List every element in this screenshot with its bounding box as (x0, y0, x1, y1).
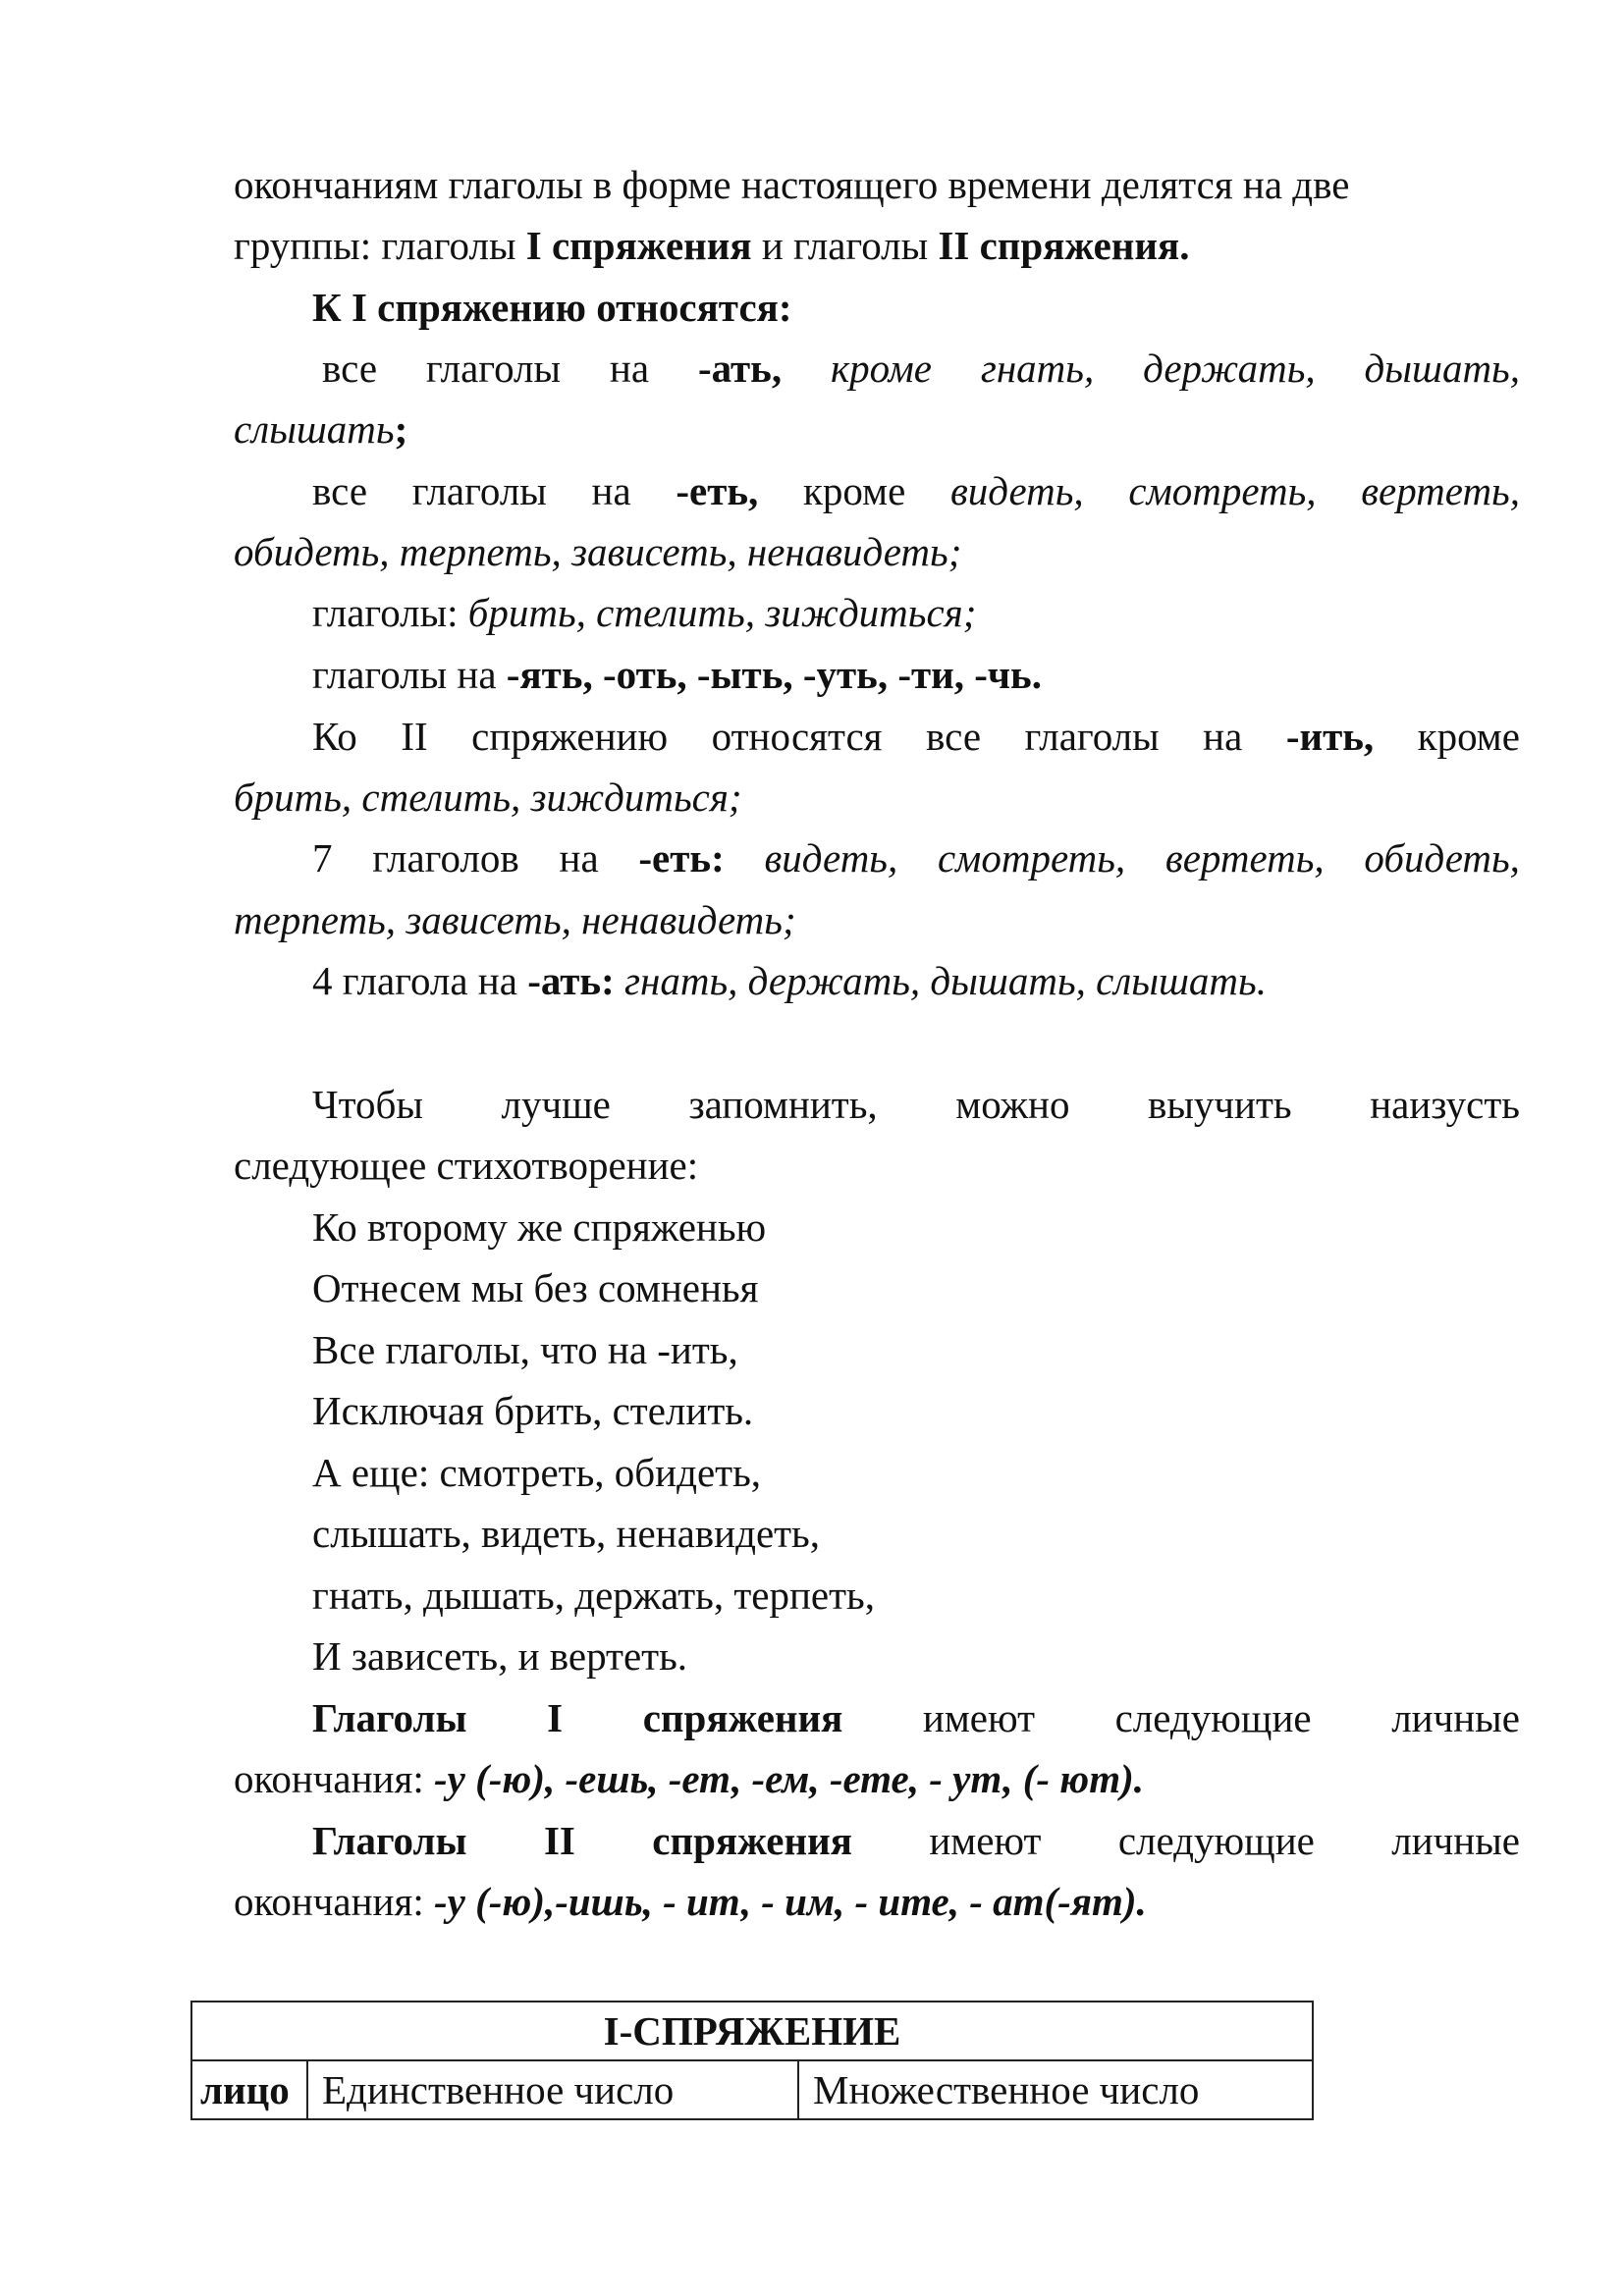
word: глаголов (372, 835, 519, 881)
word: все (312, 468, 368, 513)
word: Чтобы (312, 1082, 423, 1127)
column-header-singular: Единственное число (307, 2060, 798, 2119)
poem-intro-cont: следующее стихотворение: (234, 1143, 699, 1188)
word: Глаголы (312, 1695, 467, 1740)
column-header-face: лицо (191, 2060, 307, 2119)
poem-line: гнать, дышать, держать, терпеть, (312, 1573, 875, 1618)
poem-intro-line (312, 1080, 1520, 1129)
endings-list: -у (-ю),-ишь, - ит, - им, - ите, - ат(-ят). (433, 1879, 1147, 1924)
word: на (591, 468, 631, 513)
intro-text: окончаниям глаголы в форме настоящего времени делятся на две (234, 162, 1350, 207)
poem-line: Ко второму же спряженью (312, 1204, 767, 1250)
exception-word: вертеть, (1164, 835, 1325, 881)
poem-line: Отнесем мы без сомненья (312, 1265, 759, 1310)
word: глаголы (411, 468, 547, 513)
word: I (547, 1695, 564, 1740)
intro-line-2 (234, 221, 1520, 270)
exception-word: видеть, (764, 835, 898, 881)
poem-line: И зависеть, и вертеть. (312, 1633, 688, 1679)
intro-text: и глаголы (751, 223, 939, 268)
exception-word: смотреть, (937, 835, 1126, 881)
word: наизусть (1370, 1082, 1520, 1127)
exception-word: вертеть, (1361, 468, 1520, 513)
word: Ко (312, 714, 357, 759)
ending: -ать, (697, 346, 783, 391)
rule-1-line (322, 344, 1520, 393)
word: кроме (1417, 714, 1520, 759)
second-rule-2-line (312, 833, 1520, 882)
first-conjugation-heading: К I спряжению относятся: (312, 285, 792, 330)
word: личные (1391, 1818, 1520, 1863)
second-rule-2-cont: терпеть, зависеть, ненавидеть; (234, 897, 796, 942)
ending: -ать: (527, 958, 615, 1003)
word: имеют (922, 1695, 1036, 1740)
ending: -ить, (1285, 714, 1375, 759)
word: на (1203, 714, 1243, 759)
exception-word: гнать, (980, 346, 1095, 391)
poem-line: Все глаголы, что на -ить, (312, 1327, 738, 1372)
rule-2-cont: обидеть, терпеть, зависеть, ненавидеть; (234, 529, 962, 574)
word: глаголы (425, 346, 562, 391)
table-title-row (191, 2002, 1313, 2060)
exception-word: слышать (234, 406, 395, 452)
exception-word: обидеть, (1364, 835, 1520, 881)
intro-text: группы: глаголы (234, 223, 526, 268)
exception-word: держать, (1143, 346, 1316, 391)
endings-first-line (312, 1693, 1520, 1742)
endings-list: -ять, -оть, -ыть, -уть, -ти, -чь. (506, 652, 1042, 697)
table-header-row (191, 2060, 1313, 2119)
rule-4-line (312, 650, 1520, 699)
word: личные (1391, 1695, 1520, 1740)
poem-line: слышать, видеть, ненавидеть, (312, 1511, 821, 1556)
second-rule-3-line (312, 956, 1520, 1005)
word: имеют (929, 1818, 1042, 1863)
word: 4 глагола на (312, 958, 528, 1003)
word: 7 (312, 835, 333, 881)
endings-second-cont (234, 1877, 1520, 1926)
word: глаголы: (312, 590, 468, 635)
exception-word: смотреть, (1128, 468, 1317, 513)
poem-line: Исключая брить, стелить. (312, 1388, 754, 1433)
endings-second-line (312, 1816, 1520, 1865)
word: окончания: (234, 1879, 434, 1924)
word: можно (955, 1082, 1070, 1127)
second-conjugation-term: II спряжения. (938, 223, 1190, 268)
word: следующие (1117, 1818, 1315, 1863)
verb-list: брить, стелить, зиждиться; (467, 590, 977, 635)
word: следующие (1114, 1695, 1312, 1740)
endings-list: -у (-ю), -ешь, -ет, -ем, -ете, - ут, (- ют). (433, 1756, 1145, 1801)
punctuation: ; (394, 406, 408, 452)
word: спряжения (652, 1818, 852, 1863)
word: лучше (501, 1082, 611, 1127)
word: на (609, 346, 650, 391)
word: окончания: (234, 1756, 434, 1801)
rule-1-cont (234, 404, 1520, 454)
rule-2-line (312, 466, 1520, 515)
word: выучить (1148, 1082, 1292, 1127)
word: все (926, 714, 982, 759)
second-rule-1-line (312, 712, 1520, 761)
word: кроме (830, 346, 932, 391)
word: Глаголы (312, 1818, 467, 1863)
word: глаголы на (312, 652, 507, 697)
word: глаголы (1024, 714, 1160, 759)
word: II (401, 714, 428, 759)
conjugation-table (190, 2001, 1314, 2120)
word: II (543, 1818, 575, 1863)
exception-word: видеть, (949, 468, 1084, 513)
word: все (322, 346, 378, 391)
ending: -еть, (676, 468, 759, 513)
column-header-plural: Множественное число (798, 2060, 1313, 2119)
word: спряжения (642, 1695, 843, 1740)
poem-line: А еще: смотреть, обидеть, (312, 1450, 762, 1495)
exception-word: дышать, (1364, 346, 1520, 391)
word: на (559, 835, 599, 881)
intro-line-1 (234, 160, 1520, 209)
word: кроме (802, 468, 906, 513)
verb-list: гнать, держать, дышать, слышать. (614, 958, 1267, 1003)
word: относятся (711, 714, 883, 759)
second-rule-1-cont: брить, стелить, зиждиться; (234, 774, 742, 820)
word: спряжению (471, 714, 669, 759)
endings-first-cont (234, 1754, 1520, 1803)
table-title: I-СПРЯЖЕНИЕ (191, 2002, 1313, 2060)
ending: -еть: (638, 835, 725, 881)
word: запомнить, (688, 1082, 878, 1127)
first-conjugation-term: I спряжения (525, 223, 752, 268)
rule-3-line (312, 588, 1520, 637)
